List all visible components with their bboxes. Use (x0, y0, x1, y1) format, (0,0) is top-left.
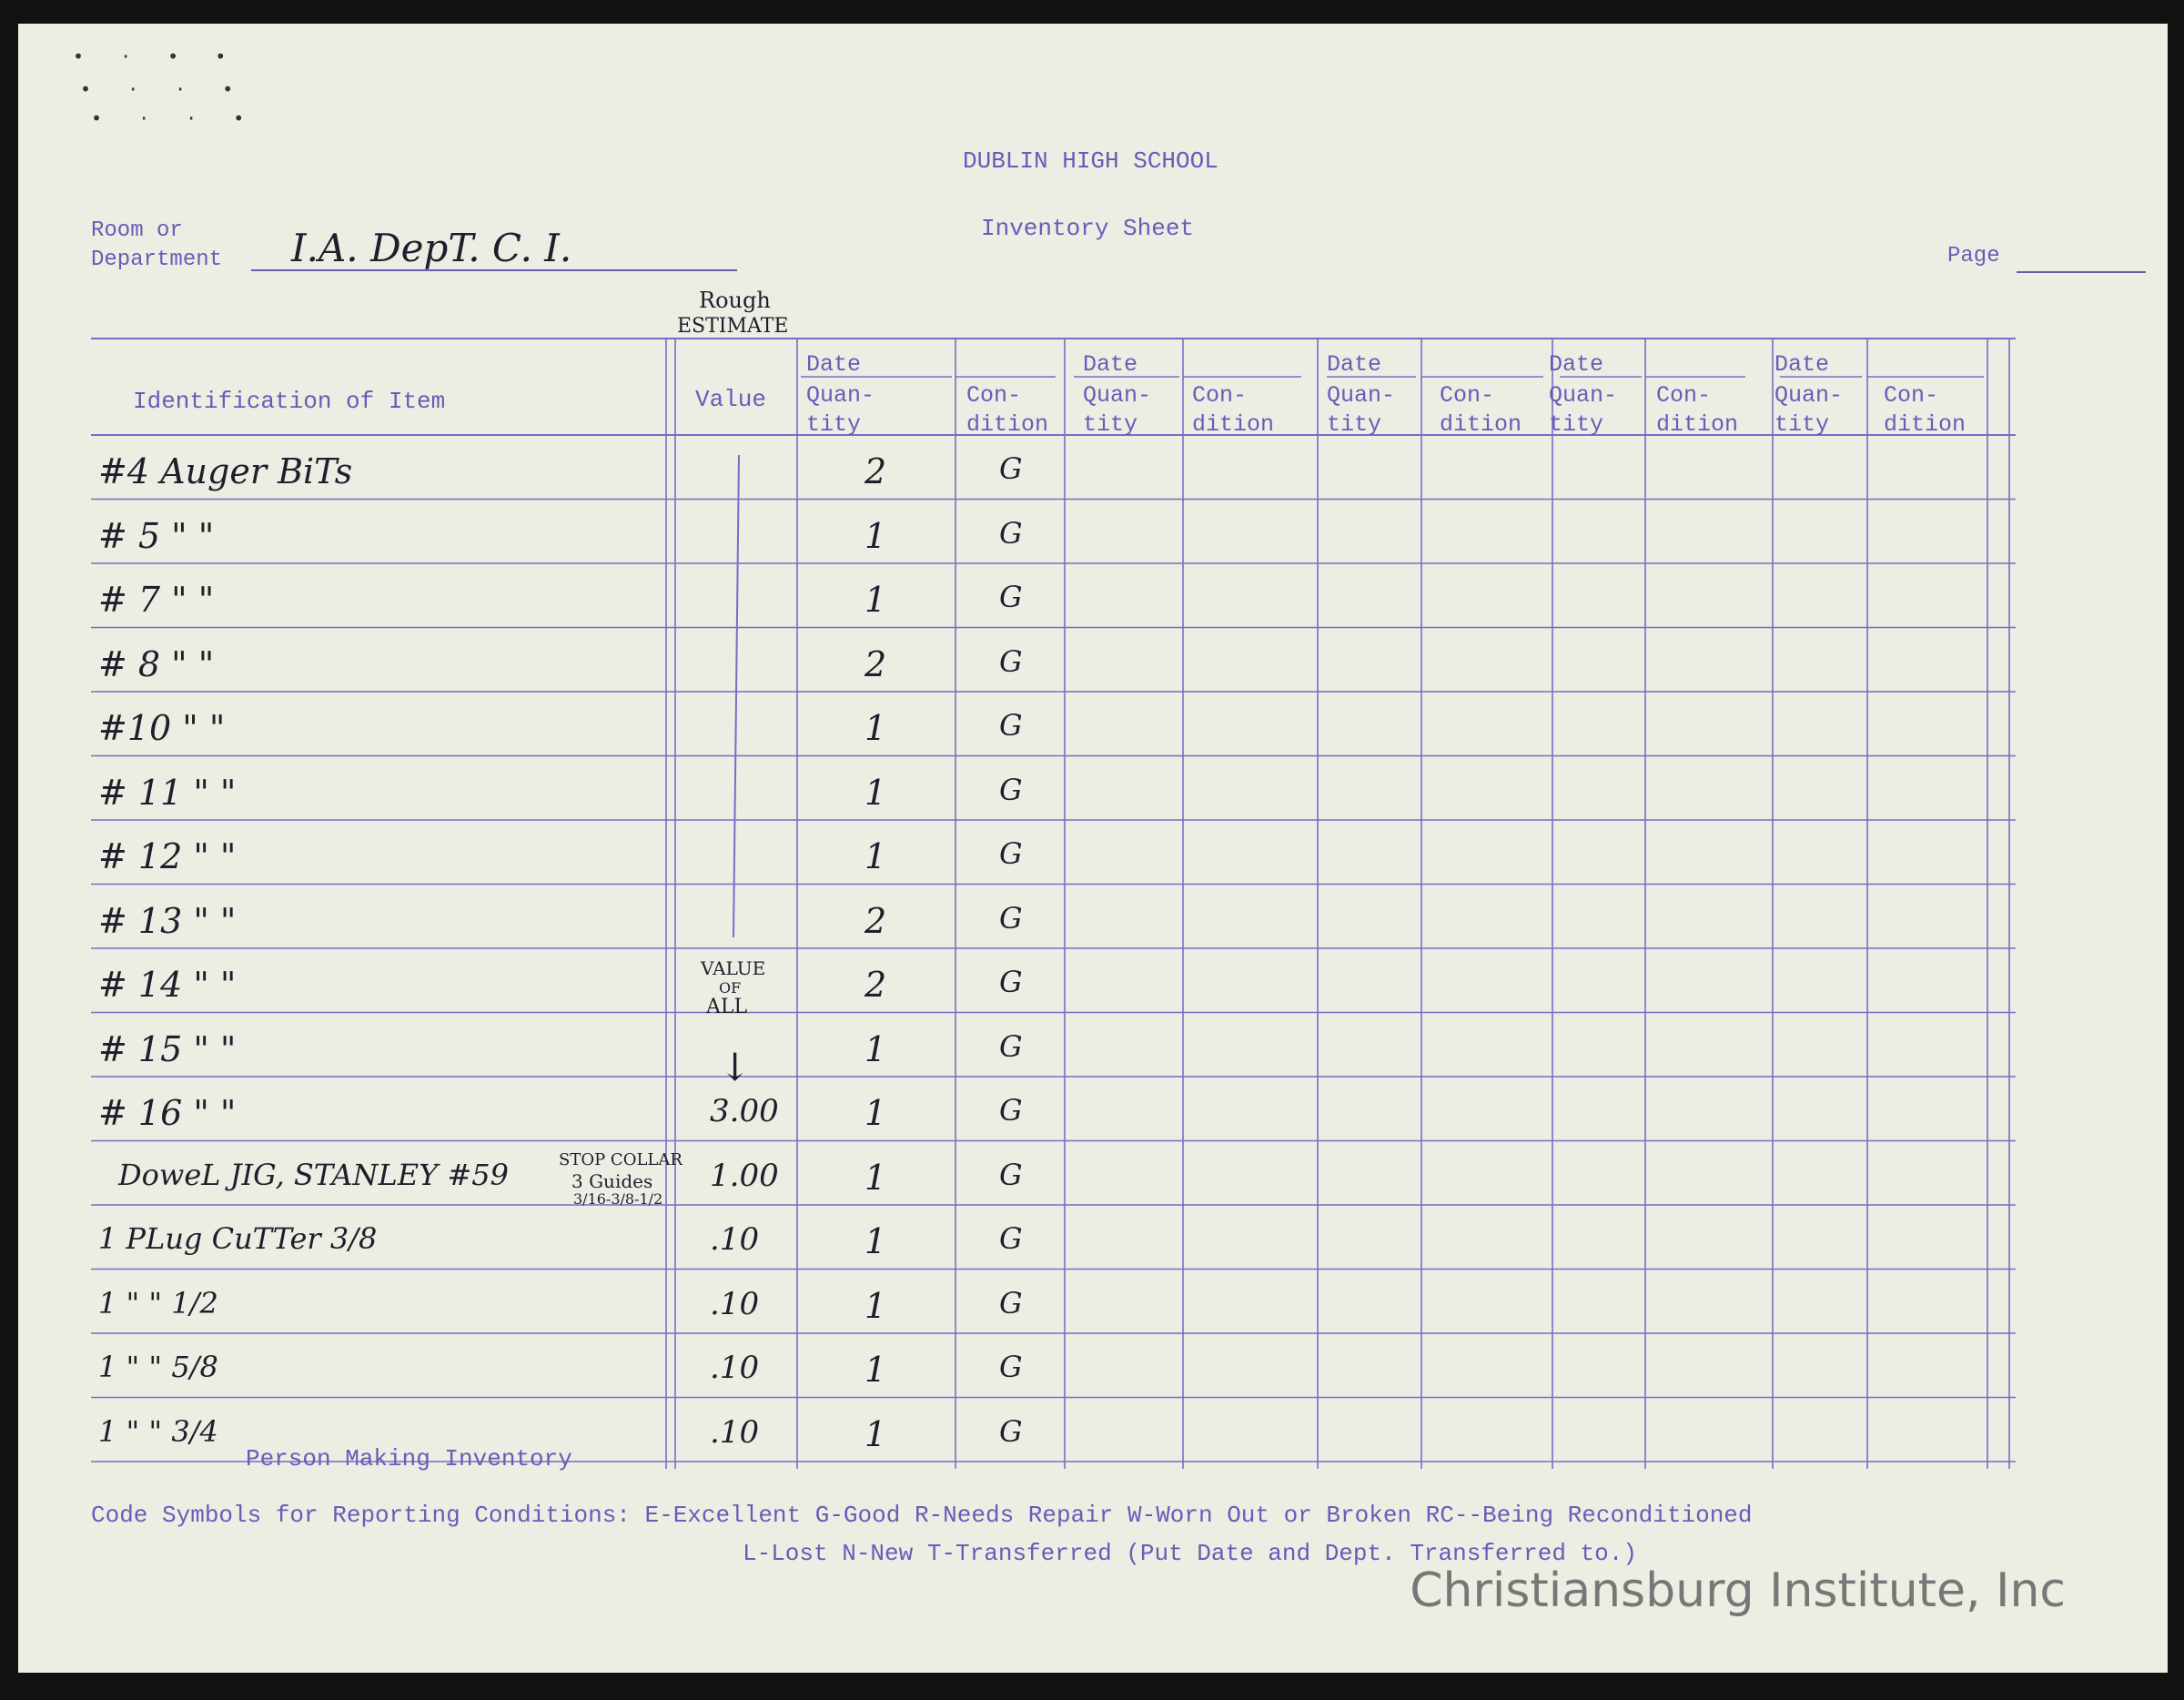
quantity-header-2: tity (1083, 411, 1138, 438)
condition-cell: G (999, 772, 1023, 807)
condition-header-4: Con- (1656, 382, 1712, 409)
quantity-cell: 1 (864, 1413, 887, 1454)
quantity-cell: 1 (864, 515, 887, 556)
quantity-cell: 1 (864, 1285, 887, 1326)
value-cell: .10 (710, 1285, 760, 1322)
item-cell: # 12 " " (98, 836, 237, 876)
condition-cell: G (999, 1093, 1023, 1128)
item-cell: 1 " " 5/8 (98, 1350, 218, 1384)
quantity-header-3: Quan- (1327, 382, 1396, 409)
quantity-cell: 1 (864, 580, 887, 620)
of-note: OF (719, 979, 742, 997)
quantity-cell: 1 (864, 708, 887, 748)
school-title: DUBLIN HIGH SCHOOL (963, 147, 1218, 175)
person-making-inventory-label: Person Making Inventory (246, 1445, 572, 1472)
condition-header-4: dition (1656, 411, 1739, 438)
condition-cell: G (999, 1028, 1023, 1064)
condition-header-2: Con- (1192, 382, 1248, 409)
item-cell: #4 Auger BiTs (98, 451, 353, 491)
quantity-cell: 1 (864, 1221, 887, 1261)
rough-note: Rough (699, 288, 771, 313)
condition-cell: G (999, 1157, 1023, 1192)
quantity-header-3: tity (1327, 411, 1382, 438)
date-header-1: Date (806, 351, 862, 378)
quantity-cell: 1 (864, 1350, 887, 1390)
punch-holes-row-1: • · • • (73, 46, 239, 67)
item-cell: 1 PLug CuTTer 3/8 (98, 1221, 378, 1256)
item-cell: # 13 " " (98, 900, 237, 941)
condition-cell: G (999, 836, 1023, 871)
quantity-cell: 1 (864, 836, 887, 876)
condition-cell: G (999, 900, 1023, 936)
value-bracket-line (733, 455, 739, 937)
item-cell: DoweL JIG, STANLEY #59 (118, 1157, 509, 1192)
quantity-header-4: tity (1549, 411, 1604, 438)
condition-codes-line-2: L-Lost N-New T-Transferred (Put Date and Dept. Transferred to.) (743, 1540, 1637, 1567)
value-of-note: VALUE (701, 957, 766, 979)
quantity-cell: 1 (864, 1157, 887, 1198)
item-cell: # 14 " " (98, 965, 237, 1005)
date-header-5: Date (1774, 351, 1830, 378)
all-note: ALL (706, 996, 748, 1018)
punch-holes-row-3: • · · • (91, 107, 258, 129)
value-cell: .10 (710, 1413, 760, 1451)
quantity-cell: 1 (864, 1093, 887, 1133)
quantity-header-1: Quan- (806, 382, 875, 409)
condition-cell: G (999, 1413, 1023, 1449)
date-header-3: Date (1327, 351, 1382, 378)
item-cell: 1 " " 3/4 (98, 1413, 218, 1449)
quantity-header-5: Quan- (1774, 382, 1844, 409)
condition-header-5: Con- (1884, 382, 1939, 409)
condition-cell: G (999, 965, 1023, 999)
condition-header-5: dition (1884, 411, 1967, 438)
punch-holes-row-2: • · · • (80, 78, 247, 100)
condition-header-1: Con- (966, 382, 1022, 409)
date-header-4: Date (1549, 351, 1604, 378)
quantity-cell: 1 (864, 772, 887, 813)
item-cell: # 15 " " (98, 1028, 237, 1069)
condition-header-3: Con- (1440, 382, 1495, 409)
estimate-note: ESTIMATE (677, 315, 789, 338)
value-column-header: Value (695, 386, 767, 413)
quantity-cell: 2 (864, 451, 887, 491)
quantity-cell: 2 (864, 965, 887, 1005)
value-cell: 1.00 (710, 1157, 779, 1194)
quantity-header-1: tity (806, 411, 862, 438)
department-value: I.A. DepT. C. I. (291, 226, 572, 270)
page-label: Page (1947, 244, 2000, 268)
condition-cell: G (999, 1221, 1023, 1256)
guides-note: 3 Guides (571, 1170, 653, 1192)
item-cell: #10 " " (98, 708, 226, 748)
value-cell: .10 (710, 1221, 760, 1258)
quantity-cell: 1 (864, 1028, 887, 1069)
item-cell: 1 " " 1/2 (98, 1285, 218, 1321)
condition-cell: G (999, 580, 1023, 614)
room-label: Room or (91, 218, 183, 243)
item-cell: # 11 " " (98, 772, 237, 813)
value-cell: .10 (710, 1350, 760, 1386)
condition-codes-line-1: Code Symbols for Reporting Conditions: E-Excellent G-Good R-Needs Repair W-Worn Out or Broken RC--Being Reconditioned (91, 1502, 1753, 1529)
sheet-title: Inventory Sheet (981, 215, 1195, 242)
quantity-header-2: Quan- (1083, 382, 1152, 409)
condition-cell: G (999, 515, 1023, 551)
date-header-2: Date (1083, 351, 1138, 378)
value-cell: 3.00 (710, 1093, 779, 1129)
condition-header-2: dition (1192, 411, 1275, 438)
item-column-header: Identification of Item (133, 388, 446, 415)
department-label: Department (91, 248, 223, 272)
condition-cell: G (999, 1350, 1023, 1384)
quantity-header-5: tity (1774, 411, 1830, 438)
item-cell: # 16 " " (98, 1093, 237, 1133)
condition-cell: G (999, 643, 1023, 679)
item-cell: # 8 " " (98, 643, 215, 684)
quantity-cell: 2 (864, 900, 887, 941)
guide-sizes-note: 3/16-3/8-1/2 (573, 1190, 663, 1208)
condition-cell: G (999, 1285, 1023, 1321)
item-cell: # 7 " " (98, 580, 215, 620)
stop-collar-note: STOP COLLAR (559, 1150, 682, 1169)
condition-header-3: dition (1440, 411, 1522, 438)
arrow-down-icon: ↓ (719, 1045, 752, 1089)
item-cell: # 5 " " (98, 515, 215, 556)
quantity-cell: 2 (864, 643, 887, 684)
watermark: Christiansburg Institute, Inc (1410, 1563, 2066, 1618)
quantity-header-4: Quan- (1549, 382, 1618, 409)
condition-cell: G (999, 451, 1023, 486)
condition-header-1: dition (966, 411, 1049, 438)
condition-cell: G (999, 708, 1023, 743)
